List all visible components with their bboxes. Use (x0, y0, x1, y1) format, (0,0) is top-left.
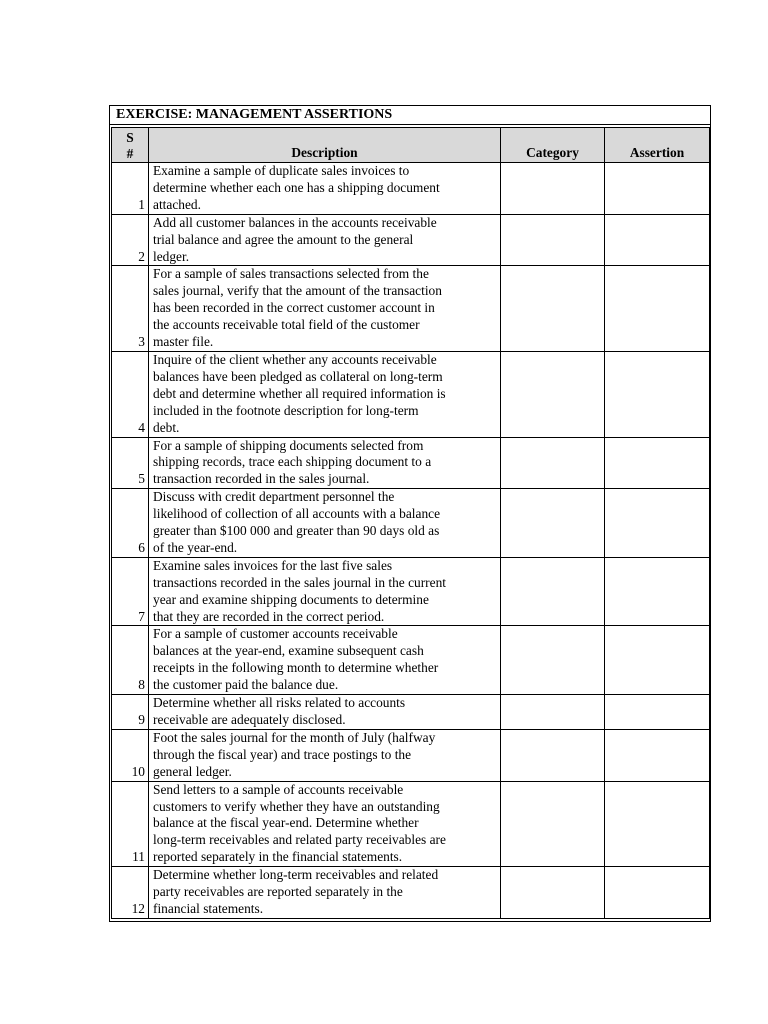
table-row (112, 214, 710, 266)
header-category: Category (501, 128, 605, 163)
row-number: 3 (112, 266, 149, 352)
table-row (112, 489, 710, 558)
header-description: Description (149, 128, 501, 163)
assertion-cell[interactable] (605, 626, 710, 695)
category-cell[interactable] (501, 867, 605, 919)
row-description (149, 489, 501, 558)
category-cell[interactable] (501, 163, 605, 215)
description-line: the customer paid the balance due. (153, 677, 339, 693)
exercise-title: EXERCISE: MANAGEMENT ASSERTIONS (110, 106, 710, 125)
table-row (112, 351, 710, 437)
table-row (112, 626, 710, 695)
assertion-cell[interactable] (605, 781, 710, 867)
row-number: 8 (112, 626, 149, 695)
description-line: party receivables are reported separately in the (153, 884, 403, 900)
description-line: For a sample of sales transactions selected from the (153, 266, 429, 282)
category-cell[interactable] (501, 266, 605, 352)
description-line: determine whether each one has a shipping document (153, 179, 440, 195)
description-line: Foot the sales journal for the month of July (halfway (153, 729, 436, 745)
description-line: general ledger. (153, 763, 232, 779)
description-line: sales journal, verify that the amount of the transaction (153, 283, 442, 299)
row-number: 4 (112, 351, 149, 437)
description-line: transaction recorded in the sales journal. (153, 471, 370, 487)
table-row (112, 867, 710, 919)
header-assertion: Assertion (605, 128, 710, 163)
description-line: that they are recorded in the correct period. (153, 608, 385, 624)
description-line: master file. (153, 334, 214, 350)
header-row (112, 128, 710, 163)
row-number: 9 (112, 695, 149, 730)
table-row (112, 695, 710, 730)
description-line: reported separately in the financial statements. (153, 849, 403, 865)
table-row (112, 437, 710, 489)
description-line: year and examine shipping documents to determine (153, 591, 429, 607)
table-row (112, 557, 710, 626)
description-line: receipts in the following month to determine whether (153, 660, 439, 676)
description-line: trial balance and agree the amount to the general (153, 231, 414, 247)
assertion-cell[interactable] (605, 163, 710, 215)
description-line: For a sample of customer accounts receivable (153, 626, 398, 642)
category-cell[interactable] (501, 781, 605, 867)
description-line: Determine whether long-term receivables and related (153, 867, 439, 883)
description-line: included in the footnote description for long-term (153, 402, 419, 418)
assertion-cell[interactable] (605, 695, 710, 730)
description-line: greater than $100 000 and greater than 90 days old as (153, 523, 440, 539)
exercise-table-frame (109, 105, 711, 922)
description-line: Send letters to a sample of accounts receivable (153, 781, 404, 797)
description-line: receivable are adequately disclosed. (153, 712, 346, 727)
row-number: 11 (112, 781, 149, 867)
row-description (149, 557, 501, 626)
description-line: transactions recorded in the sales journal in the current (153, 574, 446, 590)
table-row (112, 781, 710, 867)
row-number: 2 (112, 214, 149, 266)
category-cell[interactable] (501, 489, 605, 558)
category-cell[interactable] (501, 351, 605, 437)
category-cell[interactable] (501, 626, 605, 695)
description-line: of the year-end. (153, 539, 238, 555)
description-line: likelihood of collection of all accounts with a balance (153, 506, 441, 522)
description-line: financial statements. (153, 900, 264, 916)
table-row (112, 163, 710, 215)
assertion-cell[interactable] (605, 557, 710, 626)
description-line: shipping records, trace each shipping document to a (153, 454, 432, 470)
category-cell[interactable] (501, 695, 605, 730)
description-line: debt. (153, 419, 180, 435)
description-line: Inquire of the client whether any accounts receivable (153, 351, 437, 367)
description-line: Examine sales invoices for the last five sales (153, 557, 393, 573)
assertion-cell[interactable] (605, 266, 710, 352)
row-description (149, 695, 501, 730)
description-line: debt and determine whether all required information is (153, 385, 446, 401)
assertion-cell[interactable] (605, 729, 710, 781)
row-number: 7 (112, 557, 149, 626)
assertion-cell[interactable] (605, 214, 710, 266)
table-row (112, 729, 710, 781)
description-line: attached. (153, 196, 201, 212)
description-line: Determine whether all risks related to accounts (153, 695, 406, 711)
description-line: through the fiscal year) and trace postings to the (153, 746, 412, 762)
description-line: balances at the year-end, examine subsequent cash (153, 643, 424, 659)
row-description (149, 867, 501, 919)
table-row (112, 266, 710, 352)
row-description (149, 781, 501, 867)
row-description (149, 729, 501, 781)
row-description (149, 626, 501, 695)
category-cell[interactable] (501, 557, 605, 626)
assertion-cell[interactable] (605, 437, 710, 489)
row-number: 6 (112, 489, 149, 558)
description-line: Discuss with credit department personnel the (153, 489, 395, 505)
description-line: balance at the fiscal year-end. Determine whether (153, 815, 419, 831)
assertion-cell[interactable] (605, 867, 710, 919)
row-description (149, 351, 501, 437)
category-cell[interactable] (501, 729, 605, 781)
description-line: Add all customer balances in the accounts receivable (153, 214, 437, 230)
assertion-cell[interactable] (605, 489, 710, 558)
row-description (149, 214, 501, 266)
row-number: 1 (112, 163, 149, 215)
row-description (149, 437, 501, 489)
description-line: balances have been pledged as collateral on long-term (153, 368, 443, 384)
description-line: Examine a sample of duplicate sales invoices to (153, 163, 410, 178)
description-line: For a sample of shipping documents selected from (153, 437, 424, 453)
header-sn: S # (112, 128, 149, 163)
description-line: the accounts receivable total field of the customer (153, 317, 420, 333)
row-number: 12 (112, 867, 149, 919)
row-number: 5 (112, 437, 149, 489)
assertion-cell[interactable] (605, 351, 710, 437)
description-line: has been recorded in the correct customer account in (153, 300, 435, 316)
assertions-table (111, 127, 710, 919)
description-line: customers to verify whether they have an outstanding (153, 798, 440, 814)
category-cell[interactable] (501, 214, 605, 266)
category-cell[interactable] (501, 437, 605, 489)
description-line: ledger. (153, 248, 190, 264)
table-body (112, 163, 710, 919)
row-description (149, 266, 501, 352)
row-number: 10 (112, 729, 149, 781)
description-line: long-term receivables and related party receivables are (153, 832, 446, 848)
row-description (149, 163, 501, 215)
